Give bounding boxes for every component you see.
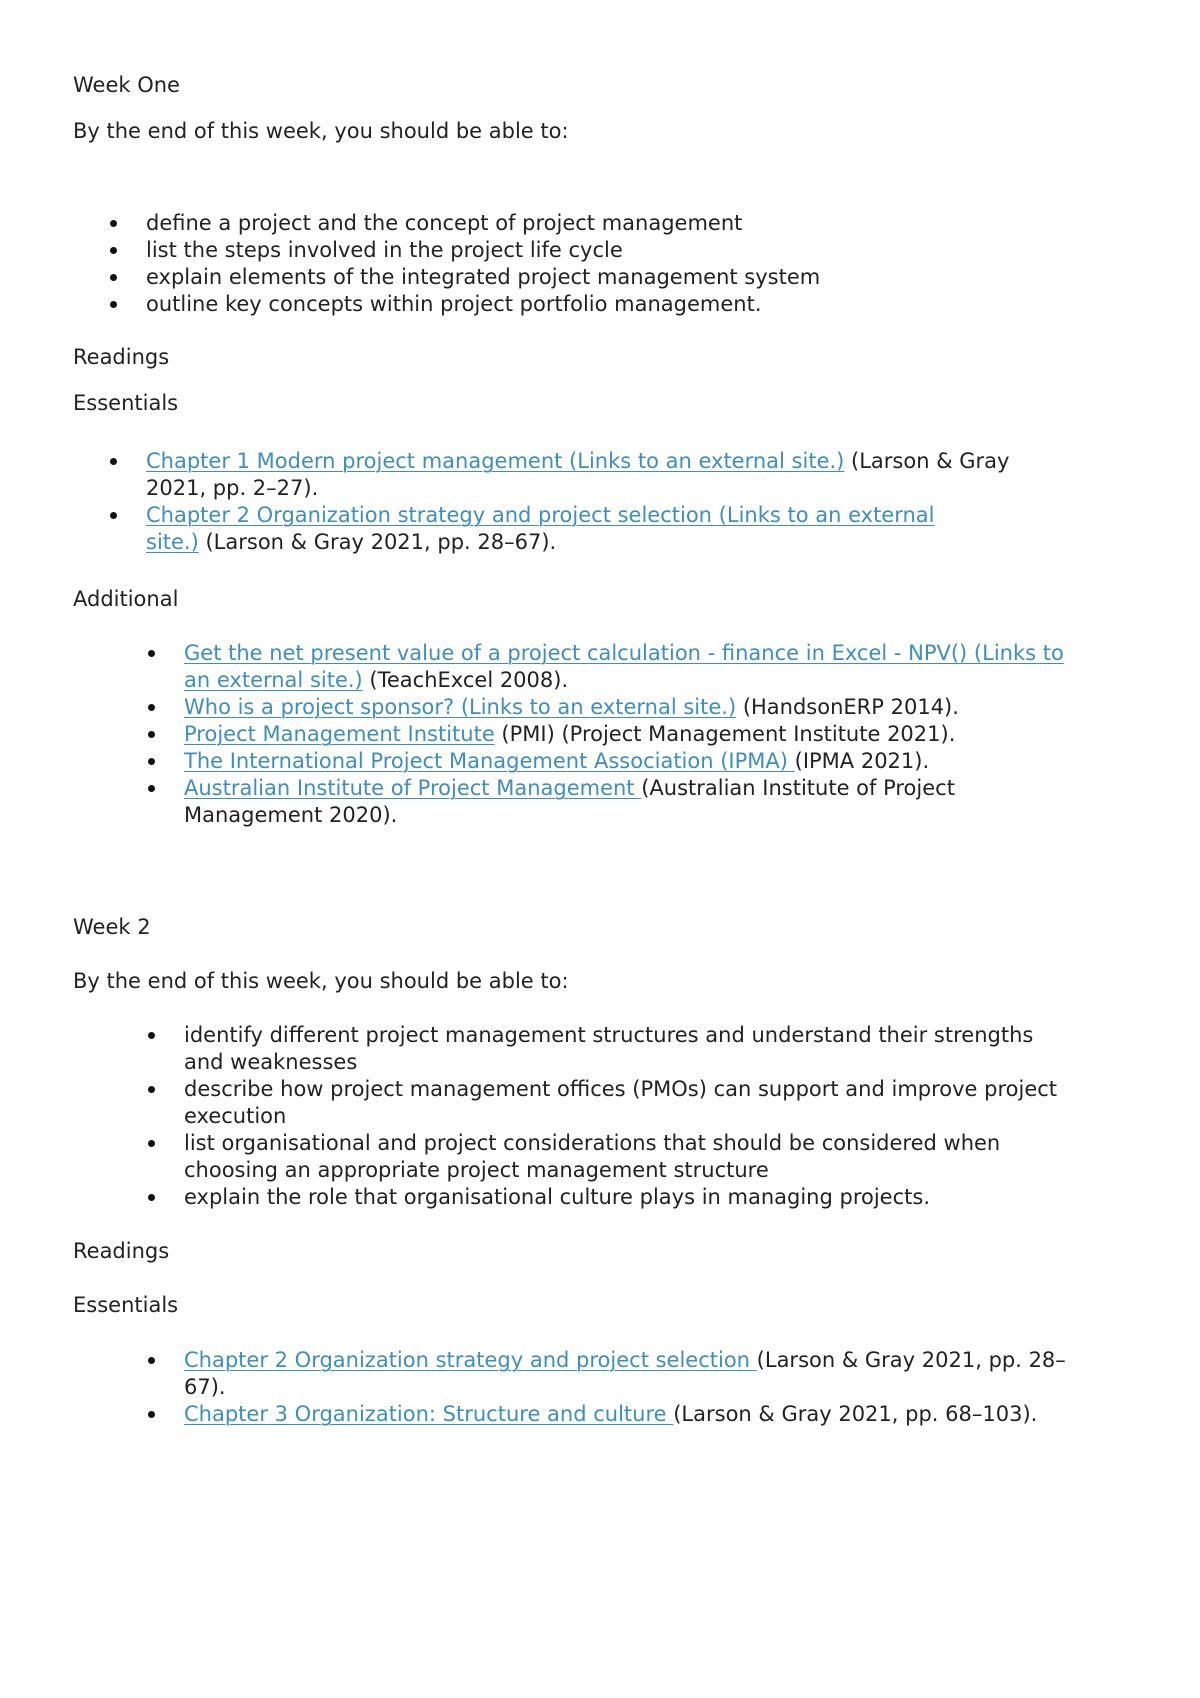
aipm-link[interactable]: Australian Institute of Project Management: [184, 776, 642, 800]
week-two-intro: By the end of this week, you should be able to:: [73, 969, 569, 993]
list-item: Who is a project sponsor? (Links to an external site.) (HandsonERP 2014).: [184, 694, 1064, 721]
list-item: Chapter 2 Organization strategy and project selection (Larson & Gray 2021, pp. 28– 67).: [184, 1348, 1066, 1399]
list-item: outline key concepts within project portfolio management.: [146, 291, 820, 318]
chapter-2-link-cont[interactable]: site.): [146, 530, 199, 554]
npv-link-cont[interactable]: an external site.): [184, 668, 363, 692]
week-one-essentials-label: Essentials: [73, 391, 179, 415]
week-one-intro: By the end of this week, you should be able to:: [73, 119, 569, 143]
week2-chapter-2-link[interactable]: Chapter 2 Organization strategy and project selection: [184, 1348, 757, 1372]
week-two-essentials-label: Essentials: [73, 1293, 179, 1317]
chapter-2-link[interactable]: Chapter 2 Organization strategy and project selection (Links to an external: [146, 503, 935, 527]
list-item: describe how project management offices (PMOs) can support and improve project execution: [184, 1077, 1058, 1128]
week-one-additional-label: Additional: [73, 587, 179, 611]
week-one-essentials-list: [146, 448, 1009, 556]
week-one-heading: Week One: [73, 73, 180, 97]
list-item: explain elements of the integrated project management system: [146, 265, 821, 289]
list-item: define a project and the concept of project management: [146, 210, 820, 237]
week-one-objectives: [146, 210, 820, 318]
list-item: list organisational and project considerations that should be considered when choosing an appropriate project management structure: [184, 1130, 1057, 1184]
week-two-readings-label: Readings: [73, 1239, 170, 1263]
list-item: Chapter 2 Organization strategy and project selection (Links to an external site.) (Larson & Gray 2021, pp. 28–67).: [146, 502, 1009, 556]
list-item: Project Management Institute (PMI) (Project Management Institute 2021).: [184, 721, 1064, 748]
list-item: The International Project Management Association (IPMA) (IPMA 2021).: [184, 748, 1064, 775]
week2-chapter-3-link[interactable]: Chapter 3 Organization: Structure and culture: [184, 1402, 674, 1426]
week-one-additional-list: [184, 640, 1064, 829]
list-item: Get the net present value of a project calculation - finance in Excel - NPV() (Links to an external site.) (TeachExcel 2008).: [184, 641, 1064, 692]
ipma-link[interactable]: The International Project Management Association (IPMA): [184, 749, 795, 773]
week-two-objectives: [184, 1022, 1057, 1211]
npv-link[interactable]: Get the net present value of a project calculation - finance in Excel - NPV() (Links to: [184, 641, 1064, 665]
list-item: list the steps involved in the project life cycle: [146, 237, 820, 264]
list-item: Chapter 1 Modern project management (Links to an external site.) (Larson & Gray 2021, pp. 2–27).: [146, 449, 1010, 500]
chapter-1-link[interactable]: Chapter 1 Modern project management (Links to an external site.): [146, 449, 845, 473]
week-one-readings-label: Readings: [73, 345, 170, 369]
week-two-heading: Week 2: [73, 915, 151, 939]
pmi-link[interactable]: Project Management Institute: [184, 722, 495, 746]
list-item: identify different project management structures and understand their strengths and weaknesses: [184, 1022, 1057, 1076]
list-item: Australian Institute of Project Management (Australian Institute of Project Management 2020).: [184, 775, 1064, 829]
project-sponsor-link[interactable]: Who is a project sponsor? (Links to an external site.): [184, 695, 737, 719]
list-item: Chapter 3 Organization: Structure and culture (Larson & Gray 2021, pp. 68–103).: [184, 1401, 1066, 1428]
list-item: explain the role that organisational culture plays in managing projects.: [184, 1184, 1057, 1211]
week-two-essentials-list: [184, 1347, 1066, 1428]
